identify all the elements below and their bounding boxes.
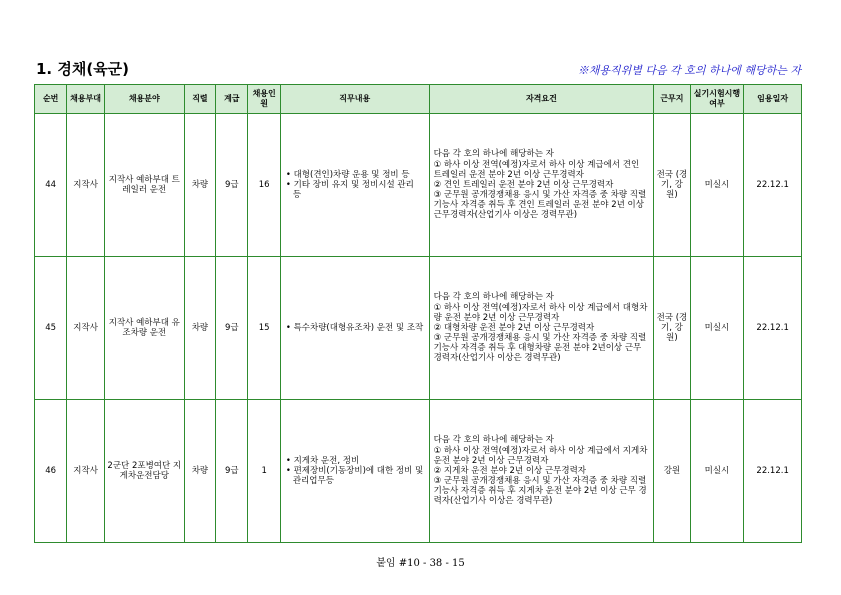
requirement-line: ① 하사 이상 전역(예정)자로서 하사 이상 계급에서 지게차 운전 분야 2년 이상 근무경력자	[433, 445, 648, 466]
requirement-line: ② 대형차량 운전 분야 2년 이상 근무경력자	[433, 322, 595, 333]
cell-field: 2군단 2포병여단 지게차운전담당	[104, 400, 184, 543]
header-location: 근무지	[654, 85, 690, 114]
header-field: 채용분야	[104, 85, 184, 114]
cell-duties	[280, 114, 429, 257]
cell-date: 22.12.1	[744, 257, 802, 400]
header-unit: 채용부대	[67, 85, 104, 114]
cell-location: 강원	[654, 400, 690, 543]
duty-item: • 기타 장비 유지 및 정비시설 관리 등	[285, 180, 425, 200]
page-footer: 붙임 #10 - 38 - 15	[376, 558, 465, 569]
duty-item: • 특수차량(대형유조차) 운전 및 조작	[285, 323, 425, 333]
cell-date: 22.12.1	[744, 114, 802, 257]
cell-requirements	[429, 400, 654, 543]
header-no: 순번	[35, 85, 67, 114]
cell-location: 전국 (경기, 강원)	[654, 114, 690, 257]
requirement-line: ③ 군무원 공개경쟁채용 응시 및 가산 자격증 중 차량 직렬 기능사 자격증 취득 후 대형차량 운전 분야 2년이상 근무경력자(산업기사 이상은 경력무관)	[433, 333, 647, 364]
cell-date: 22.12.1	[744, 400, 802, 543]
cell-practical: 미실시	[690, 400, 744, 543]
cell-unit: 지작사	[67, 400, 104, 543]
table-row	[35, 114, 802, 257]
page-title: 1. 경채(육군)	[36, 60, 130, 78]
cell-grade: 9급	[216, 400, 248, 543]
cell-field: 지작사 예하부대 트레일러 운전	[104, 114, 184, 257]
requirement-line: ① 하사 이상 전역(예정)자로서 하사 이상 계급에서 견인 트레일러 운전 분야 2년 이상 근무경력자	[433, 159, 640, 180]
cell-practical: 미실시	[690, 114, 744, 257]
requirement-line: 다음 각 호의 하나에 해당하는 자	[433, 435, 554, 446]
eligibility-note: ※채용직위별 다음 각 호의 하나에 해당하는 자	[577, 64, 801, 77]
requirement-line: 다음 각 호의 하나에 해당하는 자	[433, 292, 554, 303]
requirement-line: ③ 군무원 공개경쟁채용 응시 및 가산 자격증 중 차량 직렬 기능사 자격증 취득 후 지게차 운전 분야 2년 이상 근무 경력자(산업기사 이상은 경력무관)	[433, 476, 647, 507]
cell-unit: 지작사	[67, 114, 104, 257]
header-practical: 실기시험시행여부	[690, 85, 744, 114]
header-row	[35, 85, 802, 114]
header-duties: 직무내용	[280, 85, 429, 114]
cell-series: 차량	[184, 400, 215, 543]
cell-location: 전국 (경기, 강원)	[654, 257, 690, 400]
table-row	[35, 257, 802, 400]
requirement-line: ② 지게차 운전 분야 2년 이상 근무경력자	[433, 465, 586, 476]
header-series: 직렬	[184, 85, 215, 114]
cell-requirements	[429, 257, 654, 400]
duty-item: • 편제장비(기동장비)에 대한 정비 및 관리업무등	[285, 466, 425, 486]
cell-grade: 9급	[216, 114, 248, 257]
cell-practical: 미실시	[690, 257, 744, 400]
cell-series: 차량	[184, 114, 215, 257]
cell-duties	[280, 400, 429, 543]
duty-item: • 대형(견인)차량 운용 및 정비 등	[285, 170, 425, 180]
cell-unit: 지작사	[67, 257, 104, 400]
recruitment-table	[34, 84, 802, 543]
header-grade: 계급	[216, 85, 248, 114]
header-date: 임용일자	[744, 85, 802, 114]
requirement-line: ③ 군무원 공개경쟁채용 응시 및 가산 자격증 중 차량 직렬 기능사 자격증 취득 후 견인 트레일러 운전 분야 2년 이상 근무경력자(산업기사 이상은 경력무관)	[433, 190, 647, 221]
header-requirements: 자격요건	[429, 85, 654, 114]
header-count: 채용인원	[248, 85, 280, 114]
cell-no: 45	[35, 257, 67, 400]
cell-no: 44	[35, 114, 67, 257]
requirement-line: 다음 각 호의 하나에 해당하는 자	[433, 149, 554, 160]
cell-no: 46	[35, 400, 67, 543]
cell-count: 16	[248, 114, 280, 257]
cell-count: 15	[248, 257, 280, 400]
cell-field: 지작사 예하부대 유조차량 운전	[104, 257, 184, 400]
cell-duties	[280, 257, 429, 400]
duty-item: • 지게차 운전, 정비	[285, 456, 425, 466]
cell-count: 1	[248, 400, 280, 543]
requirement-line: ② 견인 트레일러 운전 분야 2년 이상 근무경력자	[433, 179, 614, 190]
cell-series: 차량	[184, 257, 215, 400]
table-row	[35, 400, 802, 543]
cell-requirements	[429, 114, 654, 257]
requirement-line: ① 하사 이상 전역(예정)자로서 하사 이상 계급에서 대형차량 운전 분야 2년 이상 근무경력자	[433, 302, 648, 323]
cell-grade: 9급	[216, 257, 248, 400]
